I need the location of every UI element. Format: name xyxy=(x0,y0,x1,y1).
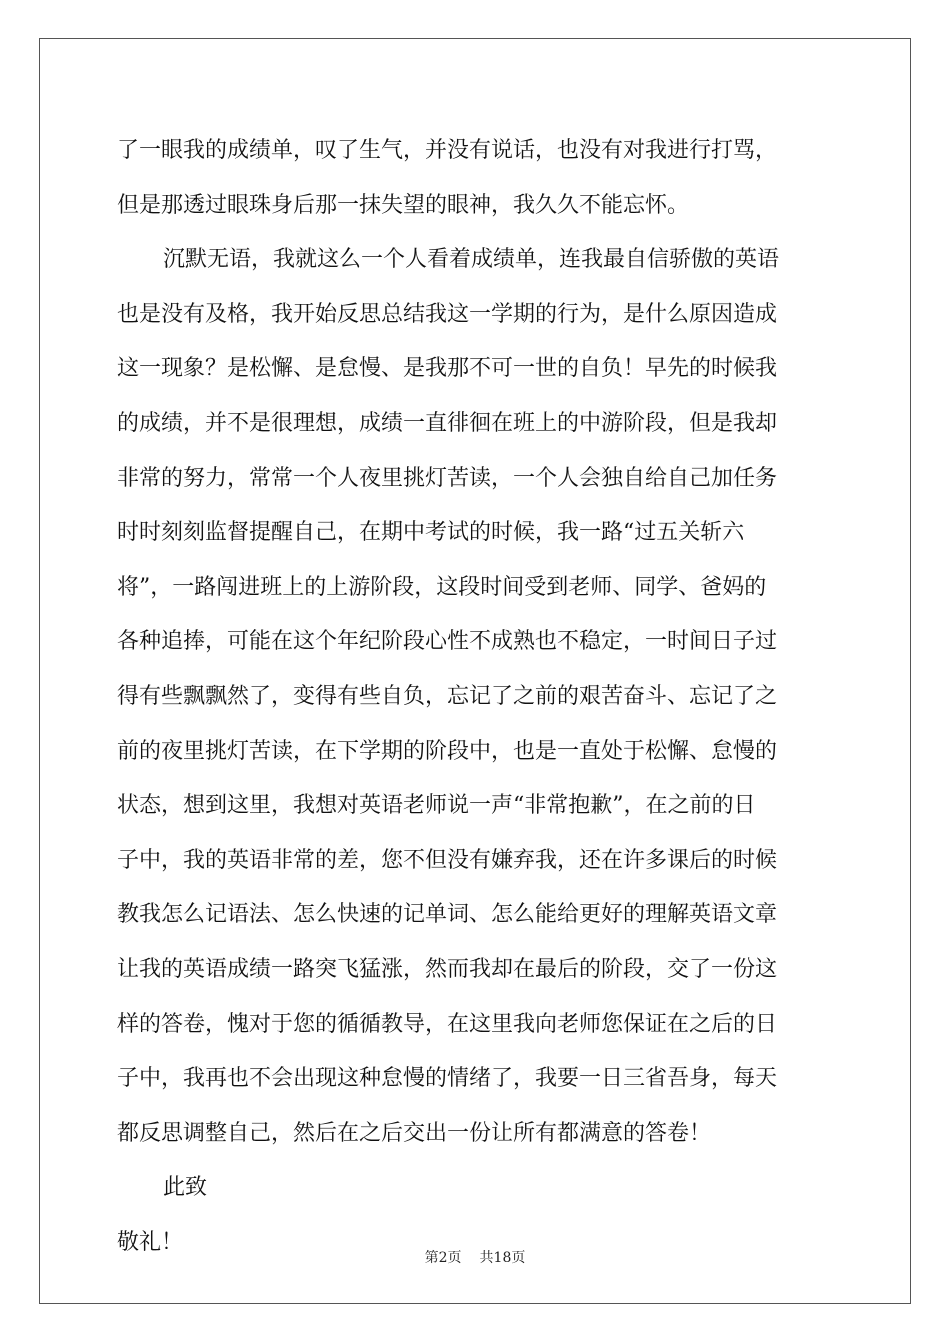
text-line: 让我的英语成绩一路突飞猛涨，然而我却在最后的阶段，交了一份这 xyxy=(117,956,778,982)
text-line: 了一眼我的成绩单，叹了生气，并没有说话，也没有对我进行打骂， xyxy=(117,138,778,163)
salutation-line: 敬礼！ xyxy=(117,1229,184,1255)
closing-line: 此致 xyxy=(163,1175,208,1201)
text-line: 将”，一路闯进班上的上游阶段，这段时间受到老师、同学、爸妈的 xyxy=(117,574,767,600)
text-line: 这一现象？是松懈、是怠慢、是我那不可一世的自负！早先的时候我 xyxy=(117,356,778,382)
text-line: 沉默无语，我就这么一个人看着成绩单，连我最自信骄傲的英语 xyxy=(163,247,780,273)
text-line: 也是没有及格，我开始反思总结我这一学期的行为，是什么原因造成 xyxy=(117,301,778,327)
page-number-total: 共18页 xyxy=(479,1250,526,1266)
text-line: 得有些飘飘然了，变得有些自负，忘记了之前的艰苦奋斗、忘记了之 xyxy=(117,683,778,709)
text-line: 样的答卷，愧对于您的循循教导，在这里我向老师您保证在之后的日 xyxy=(117,1011,778,1037)
text-line: 的成绩，并不是很理想，成绩一直徘徊在班上的中游阶段，但是我却 xyxy=(117,410,778,436)
text-line: 但是那透过眼珠身后那一抹失望的眼神，我久久不能忘怀。 xyxy=(117,192,690,218)
letter-body xyxy=(117,124,837,1270)
text-line: 子中，我再也不会出现这种怠慢的情绪了，我要一日三省吾身，每天 xyxy=(117,1066,778,1092)
text-line: 教我怎么记语法、怎么快速的记单词、怎么能给更好的理解英语文章 xyxy=(117,902,778,928)
text-line: 状态，想到这里，我想对英语老师说一声“非常抱歉”，在之前的日 xyxy=(117,793,756,819)
text-line: 都反思调整自己，然后在之后交出一份让所有都满意的答卷！ xyxy=(117,1120,712,1146)
text-line: 各种追捧，可能在这个年纪阶段心性不成熟也不稳定，一时间日子过 xyxy=(117,629,778,655)
text-line: 非常的努力，常常一个人夜里挑灯苦读，一个人会独自给自己加任务 xyxy=(117,465,778,491)
text-line: 子中，我的英语非常的差，您不但没有嫌弃我，还在许多课后的时候 xyxy=(117,847,778,873)
page-footer xyxy=(0,1247,950,1267)
page-number-current: 第2页 xyxy=(424,1250,462,1266)
text-line: 时时刻刻监督提醒自己，在期中考试的时候，我一路“过五关斩六 xyxy=(117,520,745,546)
text-line: 前的夜里挑灯苦读，在下学期的阶段中，也是一直处于松懈、怠慢的 xyxy=(117,738,778,764)
